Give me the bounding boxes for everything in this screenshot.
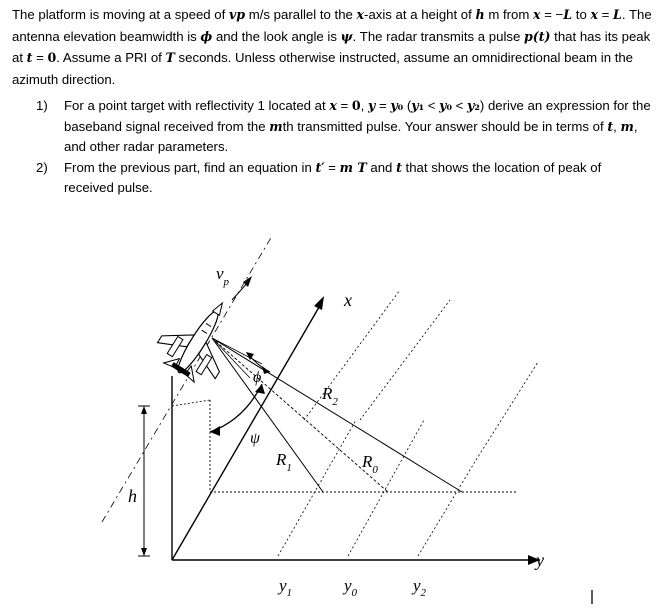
text-run: For a point target with reflectivity 1 located at [64,98,330,113]
math-symbol: y [411,98,419,113]
math-symbol: t [26,50,33,65]
text-run: = [336,98,352,113]
math-symbol: p(t) [523,28,551,44]
r1-label: $R_1$ [276,450,292,474]
math-symbol: T [165,50,175,65]
r0-label: $R_0$ [362,452,378,476]
platform-dotted-link [172,400,210,406]
text-run: , [613,118,621,134]
y2-label: $y_2$ [413,576,427,599]
r2-range-line [212,338,462,492]
r1-range-line [212,338,323,492]
math-symbol: t′ [315,159,325,175]
text-run: , [360,98,368,113]
text-run: The platform is moving at a speed of [12,7,229,22]
math-symbol: x [590,7,598,22]
text-run: seconds. Unless otherwise instructed, assume an omnidirectional beam in the azimuth direction. [12,50,634,87]
math-symbol: 0 [47,50,57,65]
math-symbol: m [269,118,283,134]
math-symbol: vp [228,7,246,22]
psi-label: ψ [250,430,260,447]
text-run: m/s parallel to the [245,7,357,22]
text-run: . The radar transmits a pulse [352,28,524,44]
text-run: = [324,159,340,175]
aircraft-icon [150,285,251,391]
text-run: < [424,98,440,113]
text-run: < [452,98,468,113]
text-run: th transmitted pulse. Your answer should be in terms of [282,118,608,134]
math-symbol: h [475,7,485,22]
h-label: h [128,486,137,506]
text-run: = [597,7,613,22]
y1-label: $y_1$ [279,576,293,599]
math-symbol: ₀ [397,98,404,113]
math-symbol: y [390,98,398,113]
x-axis-arrowhead [314,296,324,310]
question-number: 1) [36,98,48,113]
r2-label: $R_2$ [322,384,338,408]
math-symbol: t [607,118,614,134]
math-symbol: y [439,98,447,113]
text-run: m from [484,7,534,22]
math-symbol: ψ [340,28,353,44]
math-symbol: ₂ [474,98,480,113]
text-run: that has its peak at [12,28,651,65]
text-run: = [32,50,48,65]
math-symbol: x [356,7,365,22]
math-symbol: ϕ [200,28,213,44]
y0-label: $y_0$ [344,576,358,599]
math-symbol: L [613,7,622,22]
math-symbol: 0 [351,98,361,113]
math-symbol: t [396,159,402,175]
platform-track-line [102,236,272,522]
text-run: From the previous part, find an equation in [64,159,316,175]
math-symbol: ₁ [418,98,425,113]
math-symbol: ₀ [446,98,453,113]
math-symbol: m [620,118,634,134]
math-symbol: x [329,98,337,113]
math-symbol: m T [339,159,367,175]
text-run: and [366,159,397,175]
text-run: . Assume a PRI of [56,50,166,65]
psi-arc [210,384,262,432]
question-number: 2) [36,159,48,175]
phi-label: ϕ [253,369,262,386]
text-run: , and other radar parameters. [64,118,638,154]
vp-label: $v_p$ [216,264,230,288]
math-symbol: L [563,7,573,22]
text-run: . The antenna elevation beamwidth is [12,7,652,44]
text-run: -axis at a height of [364,7,476,22]
y-axis-label: y [536,550,544,570]
text-run: ) derive an expression for the baseband signal received from the [64,98,651,134]
math-symbol: y [367,98,376,113]
x-axis-label: x [344,290,352,310]
text-run: to [572,7,591,22]
math-symbol: x [533,7,541,22]
text-run: = [375,98,391,113]
text-run: that shows the location of peak of received pulse. [64,159,602,195]
text-run: and the look angle is [212,28,341,44]
text-run: ( [403,98,412,113]
text-run: = − [540,7,564,22]
math-symbol: y [467,98,475,113]
